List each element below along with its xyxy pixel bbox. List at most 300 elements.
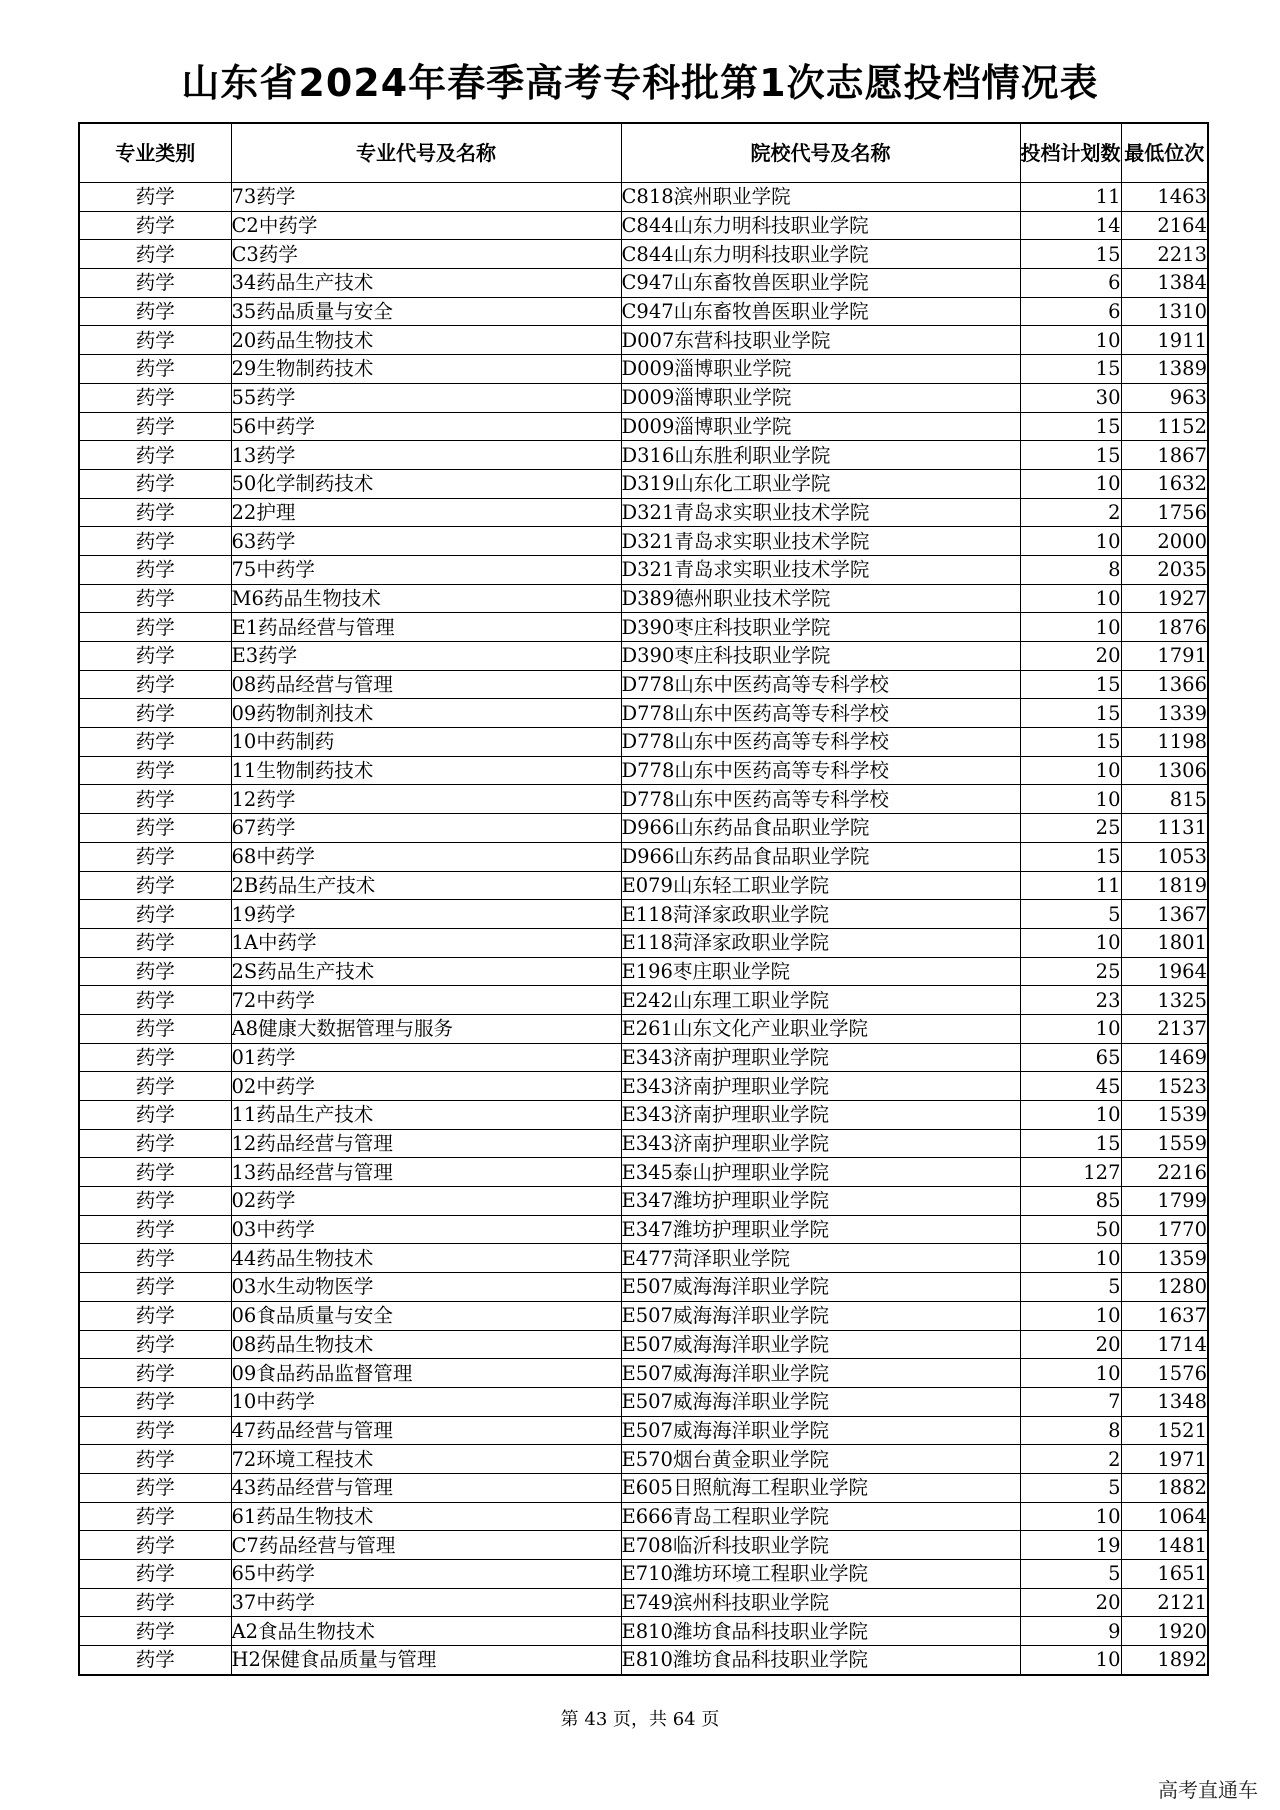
cell-school: C818滨州职业学院 (621, 183, 1020, 212)
cell-major: 19药学 (231, 900, 621, 929)
admission-table (78, 122, 1209, 1676)
cell-plan-count: 2 (1020, 1445, 1121, 1474)
cell-major: 55药学 (231, 383, 621, 412)
cell-category: 药学 (79, 756, 231, 785)
table-row (79, 498, 1208, 527)
cell-min-rank: 1892 (1121, 1646, 1208, 1675)
cell-category: 药学 (79, 1416, 231, 1445)
table-row (79, 900, 1208, 929)
cell-plan-count: 65 (1020, 1043, 1121, 1072)
cell-min-rank: 1632 (1121, 469, 1208, 498)
page-title: 山东省2024年春季高考专科批第1次志愿投档情况表 (181, 61, 1099, 105)
cell-category: 药学 (79, 1531, 231, 1560)
cell-school: D321青岛求实职业技术学院 (621, 555, 1020, 584)
cell-category: 药学 (79, 1445, 231, 1474)
cell-min-rank: 1481 (1121, 1531, 1208, 1560)
cell-school: E507威海海洋职业学院 (621, 1330, 1020, 1359)
cell-plan-count: 5 (1020, 1273, 1121, 1302)
table-row (79, 1646, 1208, 1675)
table-row (79, 957, 1208, 986)
cell-plan-count: 10 (1020, 469, 1121, 498)
cell-min-rank: 1389 (1121, 355, 1208, 384)
cell-school: E118菏泽家政职业学院 (621, 900, 1020, 929)
cell-school: D389德州职业技术学院 (621, 584, 1020, 613)
table-row (79, 928, 1208, 957)
cell-major: 63药学 (231, 527, 621, 556)
cell-school: D778山东中医药高等专科学校 (621, 756, 1020, 785)
cell-category: 药学 (79, 871, 231, 900)
cell-school: E345泰山护理职业学院 (621, 1158, 1020, 1187)
table-row (79, 297, 1208, 326)
table-row (79, 1588, 1208, 1617)
cell-min-rank: 963 (1121, 383, 1208, 412)
cell-min-rank: 1053 (1121, 842, 1208, 871)
table-row (79, 1273, 1208, 1302)
cell-school: E347潍坊护理职业学院 (621, 1187, 1020, 1216)
table-row (79, 986, 1208, 1015)
cell-category: 药学 (79, 412, 231, 441)
cell-school: E477菏泽职业学院 (621, 1244, 1020, 1273)
cell-plan-count: 10 (1020, 527, 1121, 556)
table-row (79, 1014, 1208, 1043)
cell-school: E343济南护理职业学院 (621, 1043, 1020, 1072)
cell-category: 药学 (79, 183, 231, 212)
cell-major: 47药品经营与管理 (231, 1416, 621, 1445)
cell-min-rank: 1651 (1121, 1560, 1208, 1589)
table-row (79, 1531, 1208, 1560)
cell-category: 药学 (79, 1646, 231, 1675)
cell-major: E1药品经营与管理 (231, 613, 621, 642)
cell-category: 药学 (79, 1588, 231, 1617)
cell-major: 03水生动物医学 (231, 1273, 621, 1302)
cell-min-rank: 1198 (1121, 728, 1208, 757)
table-row (79, 1072, 1208, 1101)
cell-plan-count: 23 (1020, 986, 1121, 1015)
cell-school: E507威海海洋职业学院 (621, 1273, 1020, 1302)
cell-school: D966山东药品食品职业学院 (621, 842, 1020, 871)
cell-school: E507威海海洋职业学院 (621, 1387, 1020, 1416)
cell-category: 药学 (79, 1273, 231, 1302)
cell-plan-count: 10 (1020, 584, 1121, 613)
cell-category: 药学 (79, 527, 231, 556)
table-row (79, 1473, 1208, 1502)
cell-min-rank: 1714 (1121, 1330, 1208, 1359)
cell-category: 药学 (79, 498, 231, 527)
table-row (79, 1359, 1208, 1388)
table-row (79, 1502, 1208, 1531)
cell-min-rank: 1523 (1121, 1072, 1208, 1101)
cell-min-rank: 1306 (1121, 756, 1208, 785)
cell-min-rank: 1366 (1121, 670, 1208, 699)
cell-category: 药学 (79, 1387, 231, 1416)
cell-category: 药学 (79, 355, 231, 384)
cell-major: A2食品生物技术 (231, 1617, 621, 1646)
cell-min-rank: 2035 (1121, 555, 1208, 584)
cell-major: 01药学 (231, 1043, 621, 1072)
cell-major: 08药品生物技术 (231, 1330, 621, 1359)
cell-major: 37中药学 (231, 1588, 621, 1617)
cell-major: 2S药品生产技术 (231, 957, 621, 986)
cell-plan-count: 10 (1020, 1301, 1121, 1330)
cell-min-rank: 1576 (1121, 1359, 1208, 1388)
cell-plan-count: 20 (1020, 1588, 1121, 1617)
cell-plan-count: 15 (1020, 670, 1121, 699)
cell-min-rank: 1770 (1121, 1215, 1208, 1244)
cell-category: 药学 (79, 1101, 231, 1130)
cell-major: 75中药学 (231, 555, 621, 584)
cell-major: 2B药品生产技术 (231, 871, 621, 900)
cell-school: D778山东中医药高等专科学校 (621, 785, 1020, 814)
cell-school: E347潍坊护理职业学院 (621, 1215, 1020, 1244)
cell-plan-count: 15 (1020, 412, 1121, 441)
cell-major: 10中药制药 (231, 728, 621, 757)
cell-school: E118菏泽家政职业学院 (621, 928, 1020, 957)
cell-min-rank: 1867 (1121, 441, 1208, 470)
cell-school: D966山东药品食品职业学院 (621, 814, 1020, 843)
cell-school: D390枣庄科技职业学院 (621, 613, 1020, 642)
cell-major: 12药品经营与管理 (231, 1129, 621, 1158)
cell-school: E605日照航海工程职业学院 (621, 1473, 1020, 1502)
cell-plan-count: 10 (1020, 1502, 1121, 1531)
cell-min-rank: 1801 (1121, 928, 1208, 957)
cell-plan-count: 11 (1020, 183, 1121, 212)
cell-category: 药学 (79, 297, 231, 326)
cell-plan-count: 2 (1020, 498, 1121, 527)
cell-school: D778山东中医药高等专科学校 (621, 670, 1020, 699)
cell-school: E343济南护理职业学院 (621, 1072, 1020, 1101)
cell-major: 34药品生产技术 (231, 269, 621, 298)
cell-major: 20药品生物技术 (231, 326, 621, 355)
cell-category: 药学 (79, 555, 231, 584)
table-body (79, 183, 1208, 1675)
table-row (79, 355, 1208, 384)
cell-plan-count: 10 (1020, 1014, 1121, 1043)
cell-major: 11生物制药技术 (231, 756, 621, 785)
cell-major: C7药品经营与管理 (231, 1531, 621, 1560)
table-row (79, 383, 1208, 412)
cell-plan-count: 10 (1020, 928, 1121, 957)
cell-school: E507威海海洋职业学院 (621, 1301, 1020, 1330)
cell-category: 药学 (79, 699, 231, 728)
cell-category: 药学 (79, 441, 231, 470)
cell-major: C3药学 (231, 240, 621, 269)
cell-major: 50化学制药技术 (231, 469, 621, 498)
table-row (79, 1101, 1208, 1130)
cell-school: E710潍坊环境工程职业学院 (621, 1560, 1020, 1589)
cell-category: 药学 (79, 1043, 231, 1072)
header-school: 院校代号及名称 (621, 123, 1020, 183)
cell-school: D009淄博职业学院 (621, 412, 1020, 441)
table-row (79, 1416, 1208, 1445)
cell-major: 12药学 (231, 785, 621, 814)
cell-plan-count: 10 (1020, 756, 1121, 785)
cell-category: 药学 (79, 957, 231, 986)
cell-major: 02药学 (231, 1187, 621, 1216)
cell-school: D009淄博职业学院 (621, 355, 1020, 384)
cell-plan-count: 10 (1020, 326, 1121, 355)
cell-min-rank: 1280 (1121, 1273, 1208, 1302)
cell-category: 药学 (79, 1129, 231, 1158)
cell-major: H2保健食品质量与管理 (231, 1646, 621, 1675)
cell-category: 药学 (79, 613, 231, 642)
cell-category: 药学 (79, 842, 231, 871)
cell-major: C2中药学 (231, 211, 621, 240)
cell-plan-count: 15 (1020, 699, 1121, 728)
cell-school: E079山东轻工职业学院 (621, 871, 1020, 900)
cell-school: C947山东畜牧兽医职业学院 (621, 269, 1020, 298)
cell-plan-count: 11 (1020, 871, 1121, 900)
table-row (79, 1215, 1208, 1244)
cell-major: 1A中药学 (231, 928, 621, 957)
cell-min-rank: 2137 (1121, 1014, 1208, 1043)
cell-min-rank: 1911 (1121, 326, 1208, 355)
cell-category: 药学 (79, 900, 231, 929)
cell-plan-count: 8 (1020, 1416, 1121, 1445)
cell-school: E343济南护理职业学院 (621, 1129, 1020, 1158)
cell-min-rank: 1971 (1121, 1445, 1208, 1474)
header-major: 专业代号及名称 (231, 123, 621, 183)
cell-category: 药学 (79, 1330, 231, 1359)
cell-major: 09食品药品监督管理 (231, 1359, 621, 1388)
cell-plan-count: 6 (1020, 297, 1121, 326)
cell-min-rank: 1367 (1121, 900, 1208, 929)
cell-category: 药学 (79, 1560, 231, 1589)
cell-school: E507威海海洋职业学院 (621, 1416, 1020, 1445)
table-row (79, 1617, 1208, 1646)
cell-min-rank: 1348 (1121, 1387, 1208, 1416)
cell-category: 药学 (79, 1359, 231, 1388)
cell-plan-count: 15 (1020, 728, 1121, 757)
cell-category: 药学 (79, 785, 231, 814)
table-row (79, 441, 1208, 470)
cell-min-rank: 1310 (1121, 297, 1208, 326)
cell-major: 10中药学 (231, 1387, 621, 1416)
table-row (79, 412, 1208, 441)
cell-school: E666青岛工程职业学院 (621, 1502, 1020, 1531)
cell-school: D321青岛求实职业技术学院 (621, 498, 1020, 527)
cell-category: 药学 (79, 642, 231, 671)
cell-category: 药学 (79, 1158, 231, 1187)
table-row (79, 527, 1208, 556)
cell-min-rank: 2164 (1121, 211, 1208, 240)
cell-major: 13药学 (231, 441, 621, 470)
cell-plan-count: 15 (1020, 842, 1121, 871)
cell-category: 药学 (79, 1301, 231, 1330)
cell-school: D316山东胜利职业学院 (621, 441, 1020, 470)
cell-plan-count: 19 (1020, 1531, 1121, 1560)
cell-plan-count: 25 (1020, 957, 1121, 986)
watermark: 高考直通车 (1158, 1778, 1258, 1802)
table-row (79, 642, 1208, 671)
cell-school: D778山东中医药高等专科学校 (621, 699, 1020, 728)
table-row (79, 814, 1208, 843)
cell-min-rank: 1819 (1121, 871, 1208, 900)
table-row (79, 699, 1208, 728)
cell-category: 药学 (79, 584, 231, 613)
cell-major: 22护理 (231, 498, 621, 527)
cell-school: E343济南护理职业学院 (621, 1101, 1020, 1130)
cell-min-rank: 1359 (1121, 1244, 1208, 1273)
cell-min-rank: 2000 (1121, 527, 1208, 556)
table-row (79, 1244, 1208, 1273)
cell-category: 药学 (79, 1014, 231, 1043)
table-row (79, 584, 1208, 613)
cell-category: 药学 (79, 469, 231, 498)
cell-school: D319山东化工职业学院 (621, 469, 1020, 498)
cell-plan-count: 15 (1020, 240, 1121, 269)
cell-category: 药学 (79, 670, 231, 699)
cell-plan-count: 10 (1020, 1359, 1121, 1388)
cell-plan-count: 7 (1020, 1387, 1121, 1416)
table-row (79, 1301, 1208, 1330)
cell-plan-count: 50 (1020, 1215, 1121, 1244)
cell-min-rank: 1920 (1121, 1617, 1208, 1646)
table-row (79, 269, 1208, 298)
cell-school: D007东营科技职业学院 (621, 326, 1020, 355)
cell-plan-count: 14 (1020, 211, 1121, 240)
cell-category: 药学 (79, 269, 231, 298)
table-row (79, 871, 1208, 900)
cell-category: 药学 (79, 1244, 231, 1273)
table-row (79, 1445, 1208, 1474)
cell-min-rank: 1799 (1121, 1187, 1208, 1216)
cell-major: 73药学 (231, 183, 621, 212)
table-row (79, 240, 1208, 269)
cell-major: 06食品质量与安全 (231, 1301, 621, 1330)
cell-min-rank: 2216 (1121, 1158, 1208, 1187)
cell-min-rank: 1876 (1121, 613, 1208, 642)
cell-plan-count: 5 (1020, 1560, 1121, 1589)
cell-major: 09药物制剂技术 (231, 699, 621, 728)
cell-plan-count: 15 (1020, 1129, 1121, 1158)
cell-major: 61药品生物技术 (231, 1502, 621, 1531)
cell-category: 药学 (79, 383, 231, 412)
cell-min-rank: 1463 (1121, 183, 1208, 212)
cell-category: 药学 (79, 1215, 231, 1244)
cell-major: 35药品质量与安全 (231, 297, 621, 326)
cell-plan-count: 8 (1020, 555, 1121, 584)
header-category: 专业类别 (79, 123, 231, 183)
cell-school: E570烟台黄金职业学院 (621, 1445, 1020, 1474)
cell-plan-count: 127 (1020, 1158, 1121, 1187)
cell-school: E810潍坊食品科技职业学院 (621, 1617, 1020, 1646)
table-row (79, 211, 1208, 240)
cell-category: 药学 (79, 1473, 231, 1502)
cell-category: 药学 (79, 986, 231, 1015)
table-row (79, 1560, 1208, 1589)
cell-min-rank: 1756 (1121, 498, 1208, 527)
cell-school: C844山东力明科技职业学院 (621, 240, 1020, 269)
cell-category: 药学 (79, 1502, 231, 1531)
cell-min-rank: 1559 (1121, 1129, 1208, 1158)
cell-min-rank: 2213 (1121, 240, 1208, 269)
cell-plan-count: 5 (1020, 1473, 1121, 1502)
cell-school: D390枣庄科技职业学院 (621, 642, 1020, 671)
page-footer: 第 43 页，共 64 页 (560, 1709, 720, 1730)
cell-major: 56中药学 (231, 412, 621, 441)
cell-min-rank: 1521 (1121, 1416, 1208, 1445)
cell-school: D009淄博职业学院 (621, 383, 1020, 412)
table-row (79, 326, 1208, 355)
cell-plan-count: 6 (1020, 269, 1121, 298)
cell-school: E810潍坊食品科技职业学院 (621, 1646, 1020, 1675)
cell-school: D321青岛求实职业技术学院 (621, 527, 1020, 556)
cell-min-rank: 1064 (1121, 1502, 1208, 1531)
cell-plan-count: 10 (1020, 1244, 1121, 1273)
cell-school: C844山东力明科技职业学院 (621, 211, 1020, 240)
cell-plan-count: 30 (1020, 383, 1121, 412)
cell-plan-count: 10 (1020, 613, 1121, 642)
cell-plan-count: 25 (1020, 814, 1121, 843)
cell-major: 72环境工程技术 (231, 1445, 621, 1474)
cell-major: 72中药学 (231, 986, 621, 1015)
cell-min-rank: 1325 (1121, 986, 1208, 1015)
cell-min-rank: 1384 (1121, 269, 1208, 298)
cell-category: 药学 (79, 240, 231, 269)
cell-plan-count: 5 (1020, 900, 1121, 929)
cell-category: 药学 (79, 1072, 231, 1101)
cell-plan-count: 10 (1020, 1646, 1121, 1675)
cell-major: 02中药学 (231, 1072, 621, 1101)
cell-school: C947山东畜牧兽医职业学院 (621, 297, 1020, 326)
cell-category: 药学 (79, 211, 231, 240)
cell-category: 药学 (79, 1617, 231, 1646)
cell-major: 08药品经营与管理 (231, 670, 621, 699)
table-row (79, 670, 1208, 699)
cell-min-rank: 1469 (1121, 1043, 1208, 1072)
table-row (79, 1129, 1208, 1158)
cell-school: E749滨州科技职业学院 (621, 1588, 1020, 1617)
cell-plan-count: 45 (1020, 1072, 1121, 1101)
cell-plan-count: 10 (1020, 785, 1121, 814)
table-row (79, 785, 1208, 814)
cell-major: E3药学 (231, 642, 621, 671)
cell-major: 03中药学 (231, 1215, 621, 1244)
cell-school: E196枣庄职业学院 (621, 957, 1020, 986)
cell-min-rank: 1882 (1121, 1473, 1208, 1502)
cell-min-rank: 2121 (1121, 1588, 1208, 1617)
table-header-row (79, 123, 1208, 183)
cell-category: 药学 (79, 1187, 231, 1216)
cell-major: 44药品生物技术 (231, 1244, 621, 1273)
cell-school: E507威海海洋职业学院 (621, 1359, 1020, 1388)
cell-school: D778山东中医药高等专科学校 (621, 728, 1020, 757)
cell-min-rank: 815 (1121, 785, 1208, 814)
cell-major: 29生物制药技术 (231, 355, 621, 384)
table-row (79, 1187, 1208, 1216)
table-row (79, 842, 1208, 871)
header-min-rank: 最低位次 (1121, 123, 1208, 183)
table-row (79, 1330, 1208, 1359)
cell-min-rank: 1791 (1121, 642, 1208, 671)
cell-plan-count: 85 (1020, 1187, 1121, 1216)
cell-category: 药学 (79, 814, 231, 843)
cell-min-rank: 1637 (1121, 1301, 1208, 1330)
cell-category: 药学 (79, 728, 231, 757)
table-row (79, 555, 1208, 584)
cell-major: 65中药学 (231, 1560, 621, 1589)
table-row (79, 469, 1208, 498)
cell-min-rank: 1131 (1121, 814, 1208, 843)
cell-major: 68中药学 (231, 842, 621, 871)
cell-plan-count: 15 (1020, 441, 1121, 470)
cell-min-rank: 1964 (1121, 957, 1208, 986)
cell-plan-count: 15 (1020, 355, 1121, 384)
table-row (79, 1158, 1208, 1187)
cell-plan-count: 10 (1020, 1101, 1121, 1130)
cell-plan-count: 9 (1020, 1617, 1121, 1646)
table-row (79, 613, 1208, 642)
